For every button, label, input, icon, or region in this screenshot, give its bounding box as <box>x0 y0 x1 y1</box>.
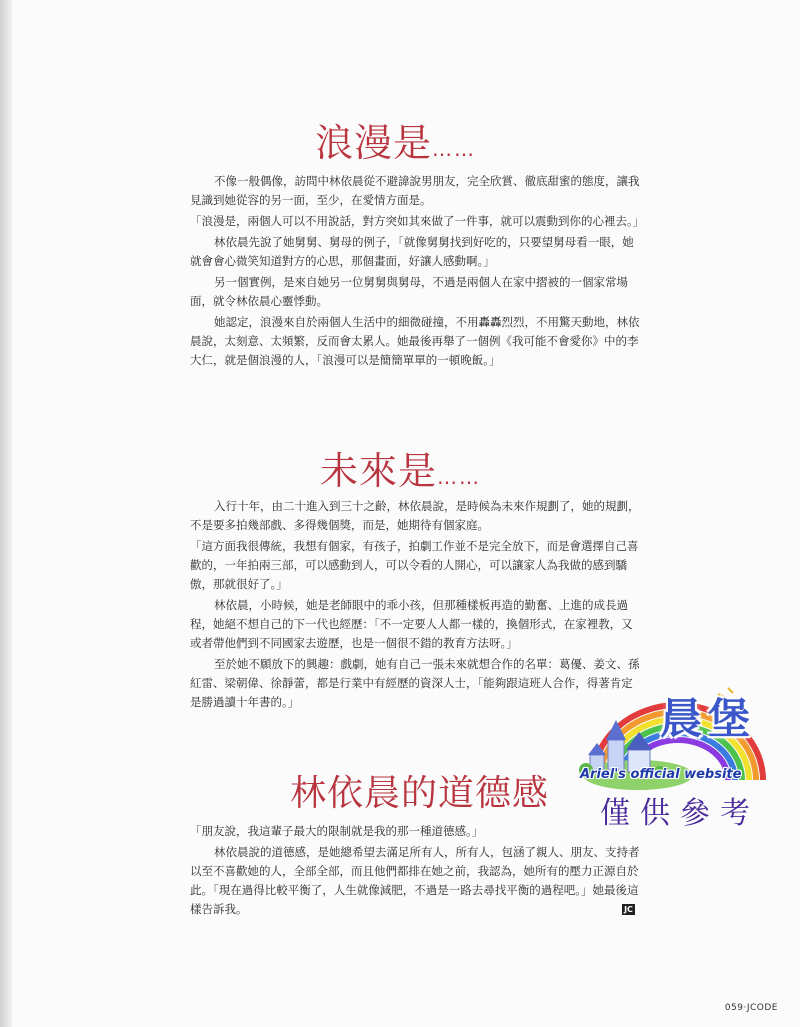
paragraph: 不像一般偶像，訪問中林依晨從不避諱說男朋友，完全欣賞、徹底甜蜜的態度，讓我見識到她從容的另一面，至少，在愛情方面是。 <box>190 174 640 207</box>
watermark-title: 晨堡 <box>660 694 757 743</box>
watermark-note: 僅供參考 <box>600 796 760 831</box>
end-mark-logo: JC <box>622 904 635 915</box>
paragraph: 入行十年，由二十進入到三十之齡，林依晨說，是時候為未來作規劃了，她的規劃，不是要多拍幾部戲、多得幾個獎，而是，她期待有個家庭。 <box>190 499 640 532</box>
section-romance-body <box>190 172 645 372</box>
paragraph: 「朋友說，我這輩子最大的限制就是我的那一種道德感。」 <box>190 824 484 838</box>
paragraph: 林依晨先說了她舅舅、舅母的例子，「就像舅舅找到好吃的，只要望舅母看一眼，她就會會心微笑知道對方的心思，那個畫面，好讓人感動啊。」 <box>190 235 634 268</box>
paragraph: 另一個實例，是來自她另一位舅舅與舅母，不過是兩個人在家中摺被的一個家常場面，就令林依晨心靈悸動。 <box>190 275 628 308</box>
section-heading-romance: 浪漫是…… <box>315 121 477 165</box>
section-heading-morality: 林依晨的道德感 <box>290 773 550 814</box>
page-folio: 059·JCODE <box>724 1003 778 1013</box>
section-future-body <box>190 497 642 714</box>
paragraph: 林依晨說的道德感，是她總希望去滿足所有人，所有人，包涵了親人、朋友、支持者以至不喜歡她的人，全部全部，而且他們都排在她之前，我認為，她所有的壓力正源自於此。「現在過得比較平衡了，人生就像減肥，不過是一路去尋找平衡的過程吧。」她最後這樣告訴我。 <box>190 845 640 916</box>
page-binding-edge <box>0 0 12 1027</box>
paragraph: 至於她不願放下的興趣：戲劇，她有自己一張未來就想合作的名單：葛優、姜文、孫紅雷、梁朝偉、徐靜蕾，都是行業中有經歷的資深人士，「能夠跟這班人合作，得著肯定是勝過讀十年書的。」 <box>190 657 640 709</box>
paragraph: 林依晨，小時候，她是老師眼中的乖小孩，但那種樣板再造的勤奮、上進的成長過程，她絕不想自己的下一代也經歷：「不一定要人人都一樣的，換個形式，在家裡教，又或者帶他們到不同國家去遊歷，也是一個很不錯的教育方法呀。」 <box>190 598 633 650</box>
watermark-subtitle: Ariel's official website <box>580 767 742 782</box>
section-morality-body <box>190 822 642 921</box>
section-heading-future: 未來是…… <box>320 449 482 493</box>
paragraph: 她認定，浪漫來自於兩個人生活中的細微碰撞，不用轟轟烈烈，不用驚天動地，林依晨說，太刻意、太頻繁，反而會太累人。她最後再舉了一個例《我可能不會愛你》中的李大仁，就是個浪漫的人，「浪漫可以是簡簡單單的一頓晚飯。」 <box>190 315 640 367</box>
paragraph: 「這方面我很傳統，我想有個家，有孩子，拍劇工作並不是完全放下，而是會選擇自己喜歡的，一年拍兩三部，可以感動到人，可以令看的人開心，可以讓家人為我做的感到驕傲，那就很好了。」 <box>190 539 639 591</box>
paragraph: 「浪漫是，兩個人可以不用說話，對方突如其來做了一件事，就可以震動到你的心裡去。」 <box>190 214 645 228</box>
